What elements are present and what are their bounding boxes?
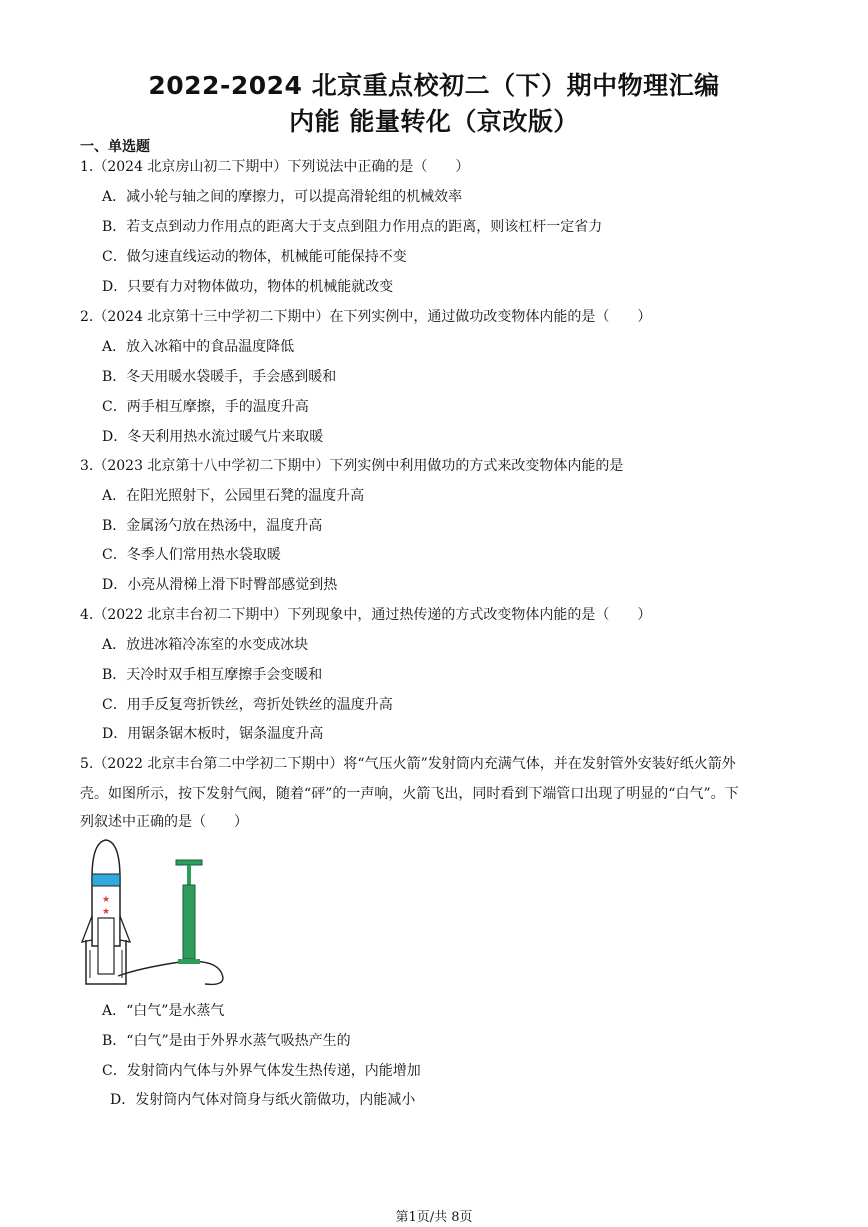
section-heading: 一、单选题 — [80, 139, 150, 155]
question-5-option-c: C．发射筒内气体与外界气体发生热传递，内能增加 — [102, 1063, 421, 1079]
question-5-option-a: A．“白气”是水蒸气 — [102, 1003, 225, 1019]
question-4-stem: 4.（2022 北京丰台初二下期中）下列现象中，通过热传递的方式改变物体内能的是（ ） — [80, 607, 652, 623]
question-5-option-d: D．发射筒内气体对筒身与纸火箭做功，内能减小 — [110, 1092, 416, 1108]
question-5-stem-line2: 壳。如图所示，按下发射气阀，随着“砰”的一声响，火箭飞出，同时看到下端管口出现了明显的“白气”。下 — [80, 786, 739, 802]
air-hose — [118, 961, 223, 984]
question-2-stem: 2.（2024 北京第十三中学初二下期中）在下列实例中，通过做功改变物体内能的是（ ） — [80, 309, 652, 325]
svg-text:★: ★ — [102, 907, 111, 917]
rocket-pump-figure — [80, 838, 240, 990]
question-5-stem-line1: 5.（2022 北京丰台第二中学初二下期中）将“气压火箭”发射筒内充满气体，并在发射管外安装好纸火箭外 — [80, 756, 736, 772]
question-4-option-d: D．用锯条锯木板时，锯条温度升高 — [102, 726, 324, 742]
rocket-left-fin — [82, 916, 92, 942]
question-1-option-d: D．只要有力对物体做功，物体的机械能就改变 — [102, 279, 394, 295]
question-2-option-d: D．冬天利用热水流过暖气片来取暖 — [102, 429, 324, 445]
launch-tube — [98, 918, 114, 974]
question-5-option-b: B．“白气”是由于外界水蒸气吸热产生的 — [102, 1033, 351, 1049]
page-footer: 第1页/共 8页 — [395, 1210, 473, 1225]
question-3-option-d: D．小亮从滑梯上滑下时臀部感觉到热 — [102, 577, 338, 593]
question-3-option-c: C．冬季人们常用热水袋取暖 — [102, 547, 281, 563]
rocket-blue-band — [92, 874, 120, 886]
question-3-option-a: A．在阳光照射下，公园里石凳的温度升高 — [102, 488, 365, 504]
question-5-stem-line3: 列叙述中正确的是（ ） — [80, 814, 248, 830]
question-1-stem: 1.（2024 北京房山初二下期中）下列说法中正确的是（ ） — [80, 159, 470, 175]
question-4-option-a: A．放进冰箱冷冻室的水变成冰块 — [102, 637, 309, 653]
question-1-option-a: A．减小轮与轴之间的摩擦力，可以提高滑轮组的机械效率 — [102, 189, 463, 205]
doc-title-line1: 2022-2024 北京重点校初二（下）期中物理汇编 — [148, 71, 720, 100]
question-4-option-c: C．用手反复弯折铁丝，弯折处铁丝的温度升高 — [102, 697, 393, 713]
pump-base — [178, 959, 200, 964]
question-2-option-b: B．冬天用暖水袋暖手，手会感到暖和 — [102, 369, 337, 385]
question-3-option-b: B．金属汤勺放在热汤中，温度升高 — [102, 518, 323, 534]
pump-barrel — [183, 885, 195, 959]
pump-rod — [187, 865, 191, 885]
question-4-option-b: B．天冷时双手相互摩擦手会变暖和 — [102, 667, 323, 683]
question-2-option-a: A．放入冰箱中的食品温度降低 — [102, 339, 295, 355]
question-1-option-b: B．若支点到动力作用点的距离大于支点到阻力作用点的距离，则该杠杆一定省力 — [102, 219, 603, 235]
question-1-option-c: C．做匀速直线运动的物体，机械能可能保持不变 — [102, 249, 407, 265]
question-3-stem: 3.（2023 北京第十八中学初二下期中）下列实例中利用做功的方式来改变物体内能的是 — [80, 458, 624, 474]
rocket-right-fin — [120, 916, 130, 942]
pump-handle — [176, 860, 202, 865]
svg-text:★: ★ — [102, 895, 111, 905]
question-2-option-c: C．两手相互摩擦，手的温度升高 — [102, 399, 309, 415]
doc-title-line2: 内能 能量转化（京改版） — [289, 107, 579, 136]
